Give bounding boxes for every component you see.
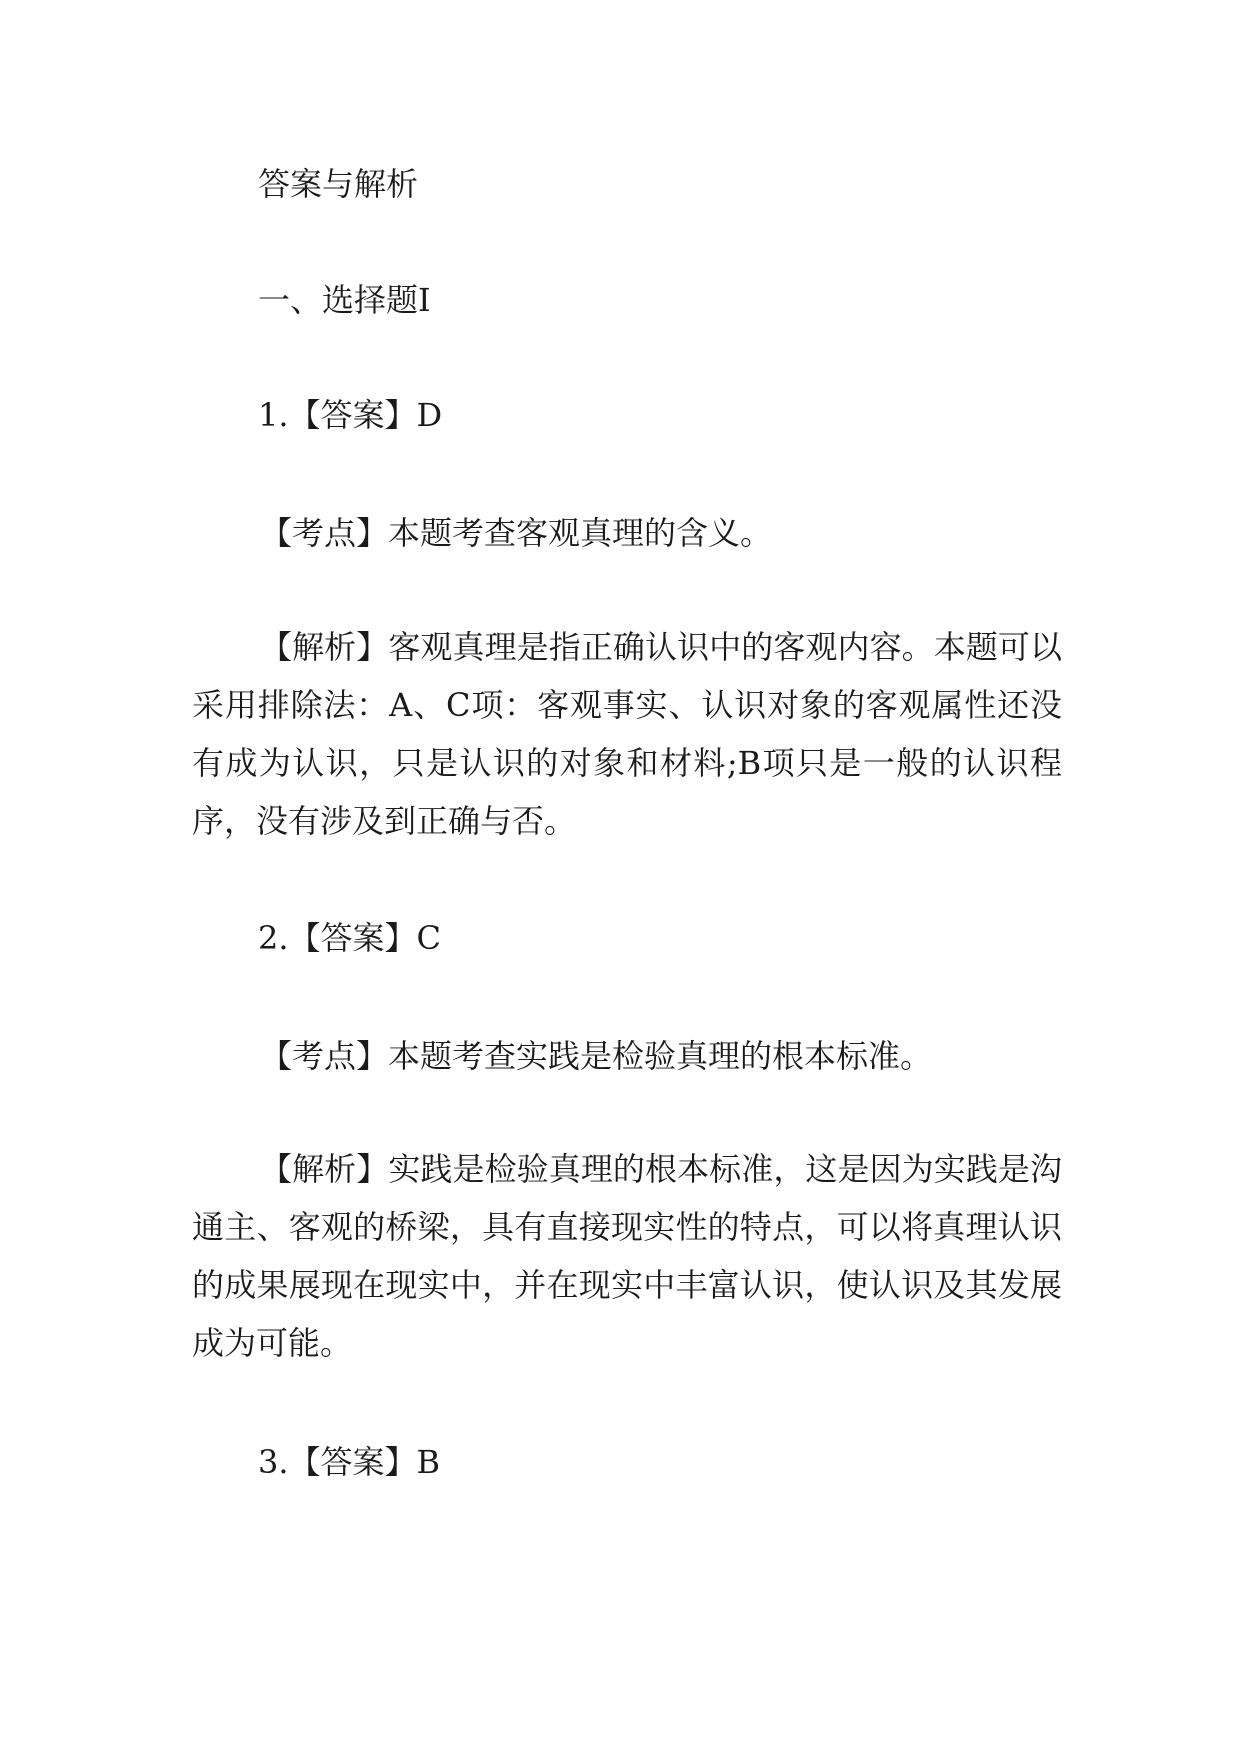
document-title: 答案与解析 <box>258 165 419 203</box>
exam-point-1: 【考点】本题考查客观真理的含义。 <box>260 514 773 552</box>
answer-1: 1.【答案】D <box>258 396 443 434</box>
answer-3: 3.【答案】B <box>258 1443 441 1481</box>
section-heading: 一、选择题Ⅰ <box>258 281 431 319</box>
answer-2: 2.【答案】C <box>258 919 442 957</box>
analysis-1: 【解析】客观真理是指正确认识中的客观内容。本题可以采用排除法：A、C项：客观事实、认识对象的客观属性还没有成为认识，只是认识的对象和材料;B项只是一般的认识程序，没有涉及到正确与否。 <box>192 628 1062 840</box>
exam-point-2: 【考点】本题考查实践是检验真理的根本标准。 <box>260 1037 933 1075</box>
analysis-2: 【解析】实践是检验真理的根本标准，这是因为实践是沟通主、客观的桥梁，具有直接现实性的特点，可以将真理认识的成果展现在现实中，并在现实中丰富认识，使认识及其发展成为可能。 <box>192 1150 1062 1362</box>
